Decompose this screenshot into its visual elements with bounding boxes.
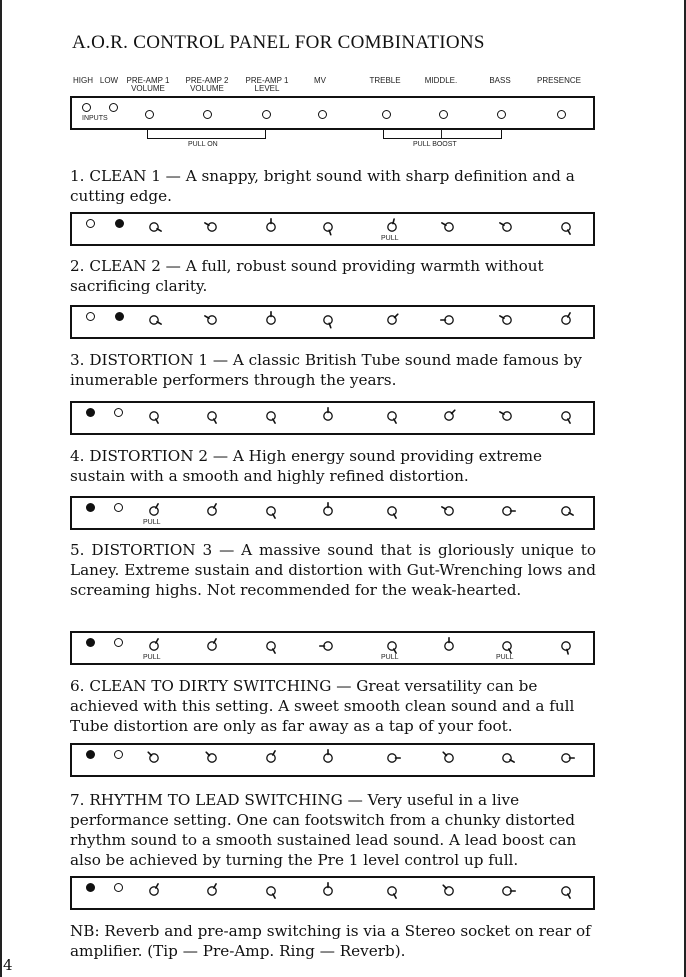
knob-middle bbox=[439, 110, 448, 119]
knob-middle bbox=[440, 749, 456, 765]
knob-middle bbox=[440, 882, 456, 898]
knob-pointer-icon bbox=[203, 407, 221, 425]
knob-treble bbox=[383, 407, 399, 423]
knob-pre1-level bbox=[262, 637, 278, 653]
knob-bass bbox=[498, 882, 514, 898]
knob-middle bbox=[440, 218, 456, 234]
label-low: LOW bbox=[99, 76, 119, 85]
knob-pre1-level bbox=[262, 311, 278, 327]
setting-3-text: 3. DISTORTION 1 — A classic British Tube sound made famous by inumerable performers through the years. bbox=[70, 351, 582, 389]
knob-pointer-icon bbox=[557, 502, 575, 520]
knob-pre1-level bbox=[262, 749, 278, 765]
knob-presence bbox=[557, 218, 573, 234]
knob-pointer-icon bbox=[319, 218, 337, 236]
label-pre2-volume: PRE-AMP 2 VOLUME bbox=[185, 76, 229, 93]
knob-pre2-volume bbox=[203, 407, 219, 423]
input-jack-1 bbox=[86, 883, 95, 892]
pull-label: PULL bbox=[143, 654, 161, 661]
knob-pointer-icon bbox=[203, 882, 221, 900]
knob-pointer-icon bbox=[557, 407, 575, 425]
label-pre1-level: PRE-AMP 1 LEVEL bbox=[245, 76, 289, 93]
setting-1-panel bbox=[70, 212, 595, 246]
label-mv: MV bbox=[314, 76, 326, 85]
setting-7-text: 7. RHYTHM TO LEAD SWITCHING — Very useful in a live performance setting. One can footswitch from a chunky distorted rhythm sound to a smooth sustained lead sound. A lead boost can also be achieved by turning the Pre 1 level control up full. bbox=[70, 791, 577, 869]
input-jack-2 bbox=[114, 750, 123, 759]
knob-bass bbox=[497, 110, 506, 119]
knob-pre2-volume bbox=[203, 502, 219, 518]
knob-pre2-volume bbox=[203, 311, 219, 327]
knob-pointer-icon bbox=[319, 637, 337, 655]
knob-pointer-icon bbox=[262, 502, 280, 520]
knob-pointer-icon bbox=[498, 637, 516, 655]
knob-treble bbox=[382, 110, 391, 119]
knob-pointer-icon bbox=[440, 407, 458, 425]
page-number: 4 bbox=[3, 956, 13, 974]
setting-4-text: 4. DISTORTION 2 — A High energy sound providing extreme sustain with a smooth and highly refined distortion. bbox=[70, 447, 543, 485]
knob-treble bbox=[383, 502, 399, 518]
knob-bass bbox=[498, 502, 514, 518]
setting-6-panel bbox=[70, 743, 595, 777]
footnote: NB: Reverb and pre-amp switching is via a Stereo socket on rear of amplifier. (Tip — Pre-Amp. Ring — Reverb). bbox=[70, 922, 591, 960]
knob-presence bbox=[557, 882, 573, 898]
label-treble: TREBLE bbox=[369, 76, 401, 85]
knob-pre1-volume bbox=[145, 218, 161, 234]
input-jack-2 bbox=[114, 408, 123, 417]
knob-pre1-volume bbox=[145, 637, 161, 653]
knob-presence bbox=[557, 637, 573, 653]
page-title: A.O.R. CONTROL PANEL FOR COMBINATIONS bbox=[72, 32, 485, 53]
knob-pointer-icon bbox=[440, 749, 458, 767]
input-jack-1 bbox=[86, 219, 95, 228]
knob-pointer-icon bbox=[557, 749, 575, 767]
knob-pointer-icon bbox=[262, 637, 280, 655]
knob-pre2-volume bbox=[203, 882, 219, 898]
knob-pointer-icon bbox=[145, 502, 163, 520]
knob-middle bbox=[440, 407, 456, 423]
knob-pointer-icon bbox=[203, 637, 221, 655]
knob-pre1-volume bbox=[145, 110, 154, 119]
knob-pointer-icon bbox=[440, 502, 458, 520]
knob-pre1-level bbox=[262, 110, 271, 119]
knob-pointer-icon bbox=[440, 882, 458, 900]
label-bass: BASS bbox=[489, 76, 511, 85]
knob-bass bbox=[498, 407, 514, 423]
input-jack-1 bbox=[86, 503, 95, 512]
knob-mv bbox=[319, 502, 335, 518]
knob-middle bbox=[440, 311, 456, 327]
knob-bass bbox=[498, 311, 514, 327]
knob-pointer-icon bbox=[319, 407, 337, 425]
knob-pre2-volume bbox=[203, 218, 219, 234]
knob-pointer-icon bbox=[498, 218, 516, 236]
knob-pre1-volume bbox=[145, 311, 161, 327]
knob-pointer-icon bbox=[557, 311, 575, 329]
knob-pointer-icon bbox=[383, 749, 401, 767]
knob-treble bbox=[383, 882, 399, 898]
knob-pointer-icon bbox=[383, 407, 401, 425]
knob-pointer-icon bbox=[145, 311, 163, 329]
knob-pointer-icon bbox=[383, 218, 401, 236]
knob-middle bbox=[440, 637, 456, 653]
inputs-label: INPUTS bbox=[82, 115, 108, 122]
knob-pointer-icon bbox=[262, 311, 280, 329]
label-high: HIGH bbox=[73, 76, 93, 85]
knob-pointer-icon bbox=[383, 502, 401, 520]
knob-pointer-icon bbox=[557, 882, 575, 900]
knob-pointer-icon bbox=[498, 502, 516, 520]
knob-pre1-volume bbox=[145, 502, 161, 518]
input-jack-low bbox=[109, 103, 118, 112]
input-jack-high bbox=[82, 103, 91, 112]
input-jack-1 bbox=[86, 638, 95, 647]
knob-mv bbox=[319, 882, 335, 898]
knob-pre1-volume bbox=[145, 882, 161, 898]
input-jack-2 bbox=[114, 503, 123, 512]
knob-bass bbox=[498, 637, 514, 653]
knob-treble bbox=[383, 637, 399, 653]
knob-pointer-icon bbox=[203, 218, 221, 236]
knob-treble bbox=[383, 749, 399, 765]
knob-pointer-icon bbox=[145, 407, 163, 425]
knob-pointer-icon bbox=[145, 749, 163, 767]
left-border bbox=[0, 0, 2, 977]
knob-pointer-icon bbox=[440, 218, 458, 236]
knob-bass bbox=[498, 749, 514, 765]
knob-pointer-icon bbox=[440, 311, 458, 329]
input-jack-2 bbox=[114, 638, 123, 647]
label-presence: PRESENCE bbox=[536, 76, 581, 85]
knob-pre2-volume bbox=[203, 749, 219, 765]
knob-mv bbox=[318, 110, 327, 119]
knob-pointer-icon bbox=[145, 637, 163, 655]
label-pre1-volume: PRE-AMP 1 VOLUME bbox=[126, 76, 170, 93]
input-jack-2 bbox=[115, 219, 124, 228]
knob-presence bbox=[557, 110, 566, 119]
setting-5-panel bbox=[70, 631, 595, 665]
knob-presence bbox=[557, 502, 573, 518]
knob-mv bbox=[319, 749, 335, 765]
knob-pre1-level bbox=[262, 882, 278, 898]
knob-middle bbox=[440, 502, 456, 518]
setting-6-text: 6. CLEAN TO DIRTY SWITCHING — Great versatility can be achieved with this setting. A sweet smooth clean sound and a full Tube distortion are only as far away as a tap of your foot. bbox=[70, 677, 575, 735]
pull-label: PULL bbox=[381, 654, 399, 661]
knob-pointer-icon bbox=[498, 311, 516, 329]
knob-presence bbox=[557, 749, 573, 765]
knob-pointer-icon bbox=[145, 882, 163, 900]
knob-pointer-icon bbox=[262, 218, 280, 236]
pull-label: PULL bbox=[143, 519, 161, 526]
knob-pointer-icon bbox=[498, 882, 516, 900]
knob-presence bbox=[557, 407, 573, 423]
knob-pointer-icon bbox=[319, 311, 337, 329]
knob-pointer-icon bbox=[557, 637, 575, 655]
pull-on-bracket bbox=[147, 130, 266, 139]
input-jack-1 bbox=[86, 750, 95, 759]
knob-pointer-icon bbox=[557, 218, 575, 236]
pull-boost-label: PULL BOOST bbox=[413, 141, 457, 148]
setting-4-panel bbox=[70, 496, 595, 530]
knob-pointer-icon bbox=[262, 407, 280, 425]
knob-mv bbox=[319, 218, 335, 234]
knob-mv bbox=[319, 407, 335, 423]
knob-pointer-icon bbox=[383, 637, 401, 655]
knob-pre1-level bbox=[262, 218, 278, 234]
input-jack-2 bbox=[115, 312, 124, 321]
knob-pointer-icon bbox=[383, 882, 401, 900]
knob-pointer-icon bbox=[440, 637, 458, 655]
pull-label: PULL bbox=[381, 235, 399, 242]
setting-7-panel bbox=[70, 876, 595, 910]
input-jack-1 bbox=[86, 408, 95, 417]
pull-boost-tick bbox=[441, 130, 442, 138]
knob-pointer-icon bbox=[498, 407, 516, 425]
knob-mv bbox=[319, 311, 335, 327]
knob-pre1-volume bbox=[145, 407, 161, 423]
setting-2-panel bbox=[70, 305, 595, 339]
knob-pre2-volume bbox=[203, 110, 212, 119]
knob-pre1-volume bbox=[145, 749, 161, 765]
setting-3-panel bbox=[70, 401, 595, 435]
setting-5-text: 5. DISTORTION 3 — A massive sound that is gloriously unique to Laney. Extreme sustain and distortion with Gut-Wrenching lows and screaming highs. Not recommended for the weak-hearted. bbox=[70, 541, 596, 599]
input-jack-2 bbox=[114, 883, 123, 892]
knob-presence bbox=[557, 311, 573, 327]
knob-pointer-icon bbox=[145, 218, 163, 236]
setting-2-text: 2. CLEAN 2 — A full, robust sound providing warmth without sacrificing clarity. bbox=[70, 257, 544, 295]
knob-pointer-icon bbox=[203, 502, 221, 520]
control-panel-diagram bbox=[70, 96, 595, 130]
knob-pointer-icon bbox=[262, 749, 280, 767]
knob-bass bbox=[498, 218, 514, 234]
knob-pointer-icon bbox=[203, 749, 221, 767]
pull-boost-bracket bbox=[383, 130, 502, 139]
label-middle: MIDDLE. bbox=[424, 76, 458, 85]
knob-pointer-icon bbox=[319, 502, 337, 520]
knob-pre1-level bbox=[262, 407, 278, 423]
knob-pointer-icon bbox=[319, 749, 337, 767]
knob-pointer-icon bbox=[383, 311, 401, 329]
input-jack-1 bbox=[86, 312, 95, 321]
knob-treble bbox=[383, 311, 399, 327]
setting-1-text: 1. CLEAN 1 — A snappy, bright sound with sharp definition and a cutting edge. bbox=[70, 167, 575, 205]
pull-on-label: PULL ON bbox=[188, 141, 218, 148]
knob-pointer-icon bbox=[203, 311, 221, 329]
pull-label: PULL bbox=[496, 654, 514, 661]
knob-pointer-icon bbox=[319, 882, 337, 900]
knob-pre1-level bbox=[262, 502, 278, 518]
knob-pre2-volume bbox=[203, 637, 219, 653]
knob-pointer-icon bbox=[262, 882, 280, 900]
knob-mv bbox=[319, 637, 335, 653]
knob-treble bbox=[383, 218, 399, 234]
knob-pointer-icon bbox=[498, 749, 516, 767]
